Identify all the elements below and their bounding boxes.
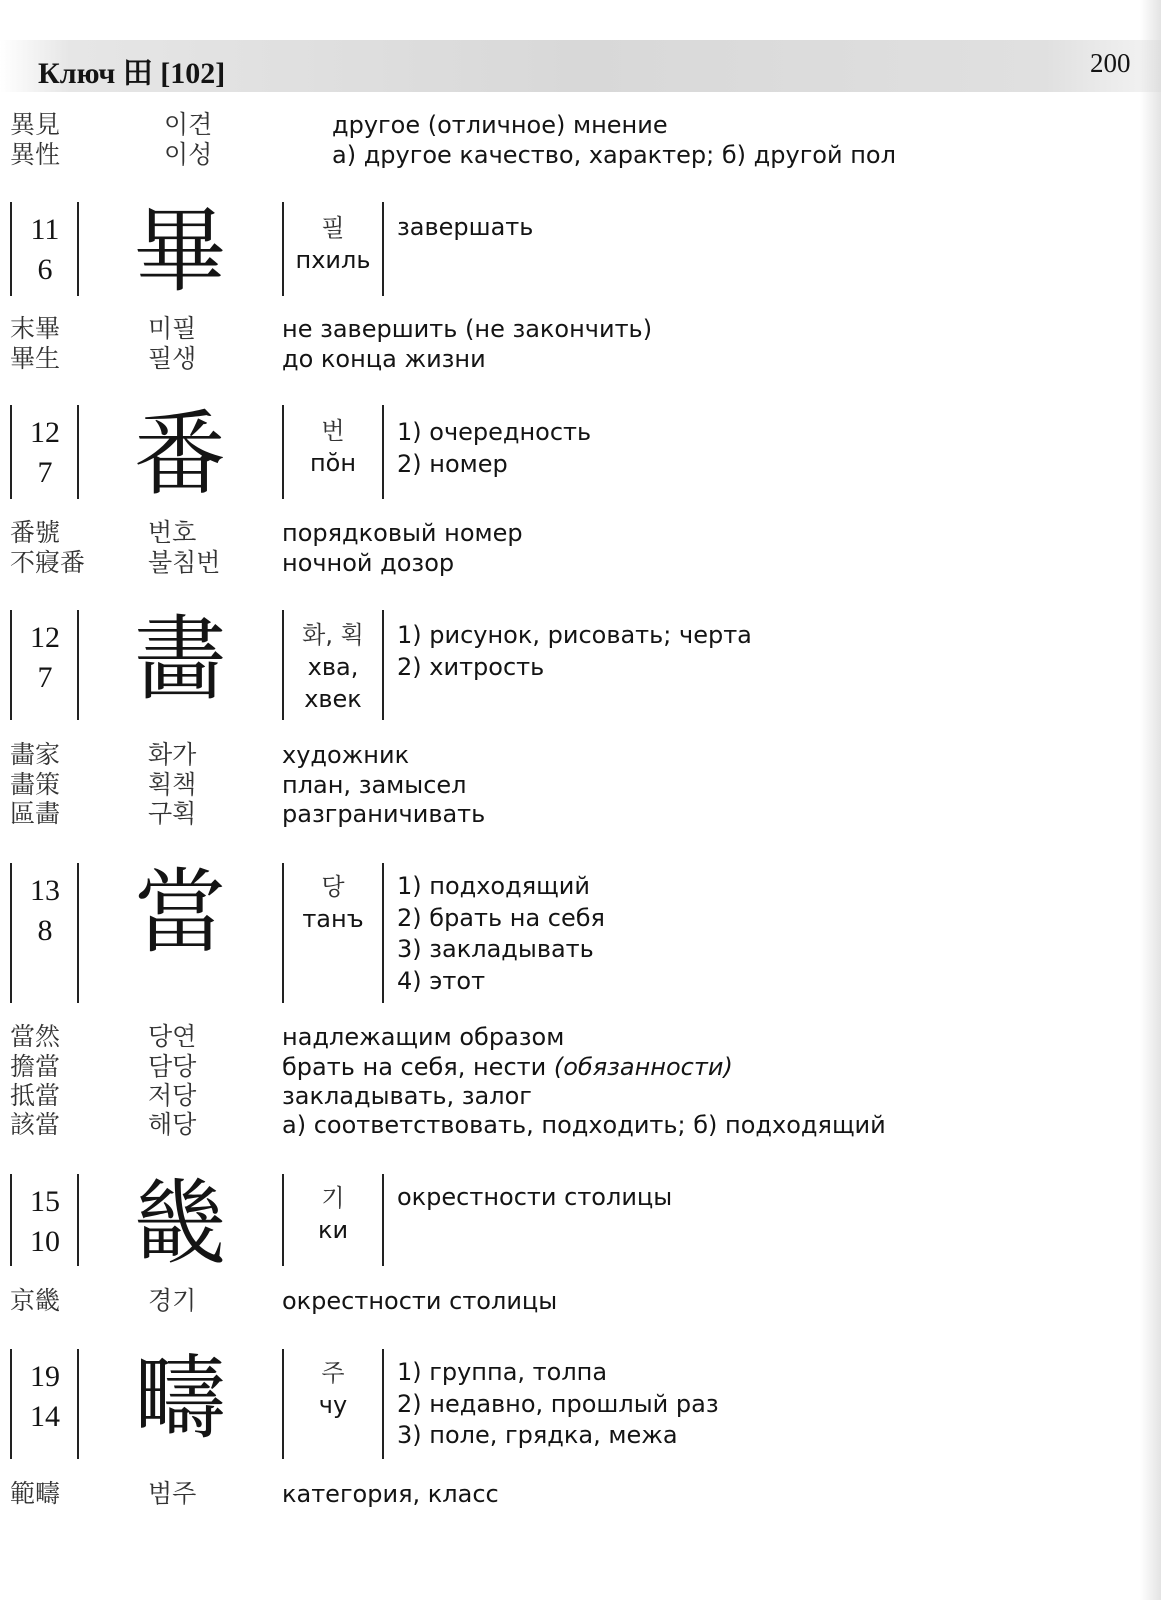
- word-hangul: 구획: [148, 799, 197, 828]
- meaning-item: 3) закладывать: [397, 935, 594, 963]
- word-hangul: 당연: [148, 1022, 197, 1051]
- word-hanja: 區畵: [10, 799, 61, 828]
- word-hanja: 畵家: [10, 740, 61, 769]
- word-translation: ночной дозор: [282, 549, 455, 577]
- meaning-item: 2) брать на себя: [397, 903, 605, 932]
- word-translation: до конца жизни: [282, 345, 486, 373]
- word-translation: [282, 1052, 733, 1082]
- translation-note: (обязанности): [553, 1053, 733, 1081]
- character-entry: [0, 859, 1161, 1003]
- meaning-item: 3) поле, грядка, межа: [397, 1421, 678, 1449]
- hanja-character: 當: [133, 859, 226, 966]
- word-hanja: 不寢番: [10, 548, 86, 577]
- divider-line: [382, 863, 384, 1003]
- word-hanja: 京畿: [10, 1286, 61, 1315]
- meaning-item: 1) очередность: [397, 418, 592, 446]
- divider-line: [382, 202, 384, 296]
- meaning-item: 1) группа, толпа: [397, 1358, 608, 1386]
- reading-transcription: танъ: [302, 905, 364, 933]
- hanja-character: 疇: [133, 1345, 226, 1452]
- meaning-list: [397, 871, 605, 997]
- word-hangul: 번호: [148, 518, 197, 547]
- divider-line: [77, 202, 79, 296]
- word-translation: другое (отличное) мнение: [332, 111, 668, 139]
- extra-strokes: 8: [37, 914, 53, 947]
- divider-line: [77, 1174, 79, 1266]
- reading-hangul: 필: [321, 214, 345, 242]
- word-hangul: 범주: [148, 1479, 197, 1508]
- total-strokes: 12: [30, 621, 60, 654]
- word-translation: окрестности столицы: [282, 1287, 558, 1315]
- korean-reading: [284, 1357, 382, 1421]
- word-hangul: 필생: [148, 344, 197, 373]
- divider-line: [77, 610, 79, 720]
- meaning-item: 1) подходящий: [397, 872, 590, 900]
- divider-line: [77, 405, 79, 499]
- word-translation: а) другое качество, характер; б) другой пол: [332, 141, 896, 169]
- word-hangul: 화가: [148, 740, 197, 769]
- word-hanja: 擔當: [10, 1052, 61, 1081]
- divider-line: [382, 1349, 384, 1459]
- word-hangul: 불침번: [148, 548, 221, 577]
- word-hanja: 番號: [10, 518, 61, 547]
- total-strokes: 19: [30, 1360, 60, 1393]
- divider-line: [10, 1174, 12, 1266]
- extra-strokes: 10: [30, 1225, 60, 1258]
- page-title: Ключ 田 [102]: [38, 57, 226, 90]
- word-translation: художник: [282, 741, 410, 769]
- word-translation: порядковый номер: [282, 519, 523, 547]
- word-hangul: 저당: [148, 1081, 197, 1110]
- word-hangul: 미필: [148, 314, 197, 343]
- extra-strokes: 6: [37, 253, 53, 286]
- meaning-item: 2) номер: [397, 449, 508, 478]
- divider-line: [10, 863, 12, 1003]
- word-translation: закладывать, залог: [282, 1082, 532, 1110]
- korean-reading: [284, 871, 382, 935]
- reading-transcription: пŏн: [309, 449, 357, 477]
- word-hanja: 該當: [10, 1110, 61, 1139]
- meaning-list: [397, 1182, 672, 1214]
- divider-line: [382, 610, 384, 720]
- word-hanja: 異見: [10, 110, 61, 139]
- meaning-item: окрестности столицы: [397, 1183, 673, 1211]
- word-hanja: 畢生: [10, 344, 61, 373]
- hanja-character: 畢: [133, 198, 226, 305]
- meaning-list: [397, 620, 752, 683]
- extra-strokes: 7: [37, 456, 53, 489]
- reading-hangul: 당: [321, 873, 345, 901]
- word-hanja: 異性: [10, 140, 61, 169]
- page-number: 200: [1090, 48, 1131, 78]
- meaning-item: 4) этот: [397, 966, 486, 995]
- word-hanja: 當然: [10, 1022, 61, 1051]
- word-translation: разграничивать: [282, 800, 486, 828]
- hanja-character: 畿: [133, 1170, 226, 1277]
- word-translation: категория, класс: [282, 1480, 499, 1508]
- divider-line: [10, 610, 12, 720]
- meaning-item: 2) недавно, прошлый раз: [397, 1389, 719, 1418]
- korean-reading: [284, 1182, 382, 1246]
- translation-text: брать на себя, нести: [282, 1053, 547, 1081]
- korean-reading: [284, 415, 382, 479]
- meaning-item: 2) хитрость: [397, 652, 545, 681]
- divider-line: [10, 1349, 12, 1459]
- character-entry: [0, 401, 1161, 508]
- reading-transcription: хва, хвек: [304, 653, 362, 713]
- reading-transcription: чу: [318, 1391, 348, 1419]
- reading-hangul: 주: [321, 1359, 345, 1387]
- character-entry: [0, 198, 1161, 305]
- word-hanja: 末畢: [10, 314, 61, 343]
- word-hanja: 範疇: [10, 1479, 61, 1508]
- divider-line: [10, 405, 12, 499]
- divider-line: [77, 863, 79, 1003]
- word-hangul: 해당: [148, 1110, 197, 1139]
- character-entry: [0, 606, 1161, 720]
- word-translation: надлежащим образом: [282, 1023, 565, 1051]
- word-hangul: 담당: [148, 1052, 197, 1081]
- total-strokes: 13: [30, 874, 60, 907]
- word-translation: план, замысел: [282, 771, 467, 799]
- word-hangul: 이견: [164, 110, 213, 139]
- character-entry: [0, 1345, 1161, 1459]
- total-strokes: 11: [30, 213, 60, 246]
- divider-line: [382, 405, 384, 499]
- meaning-list: [397, 212, 533, 244]
- extra-strokes: 14: [30, 1400, 60, 1433]
- total-strokes: 15: [30, 1185, 60, 1218]
- divider-line: [77, 1349, 79, 1459]
- word-translation: не завершить (не закончить): [282, 315, 653, 343]
- word-hanja: 畵策: [10, 770, 61, 799]
- korean-reading: [284, 619, 382, 715]
- meaning-item: завершать: [397, 213, 534, 241]
- korean-reading: [284, 212, 382, 276]
- hanja-character: 畵: [133, 606, 226, 713]
- word-hangul: 이성: [164, 140, 213, 169]
- reading-transcription: ки: [317, 1216, 349, 1244]
- character-entry: [0, 1170, 1161, 1277]
- reading-hangul: 번: [321, 417, 345, 445]
- meaning-list: [397, 1357, 719, 1452]
- total-strokes: 12: [30, 416, 60, 449]
- reading-hangul: 화, 획: [302, 621, 364, 649]
- meaning-item: 1) рисунок, рисовать; черта: [397, 621, 752, 649]
- divider-line: [10, 202, 12, 296]
- word-translation: а) соответствовать, подходить; б) подходящий: [282, 1111, 886, 1139]
- reading-hangul: 기: [321, 1184, 345, 1212]
- word-hanja: 抵當: [10, 1081, 61, 1110]
- extra-strokes: 7: [37, 661, 53, 694]
- meaning-list: [397, 417, 591, 480]
- word-hangul: 획책: [148, 770, 197, 799]
- reading-transcription: пхиль: [295, 246, 371, 274]
- hanja-character: 番: [133, 401, 226, 508]
- divider-line: [382, 1174, 384, 1266]
- word-hangul: 경기: [148, 1286, 197, 1315]
